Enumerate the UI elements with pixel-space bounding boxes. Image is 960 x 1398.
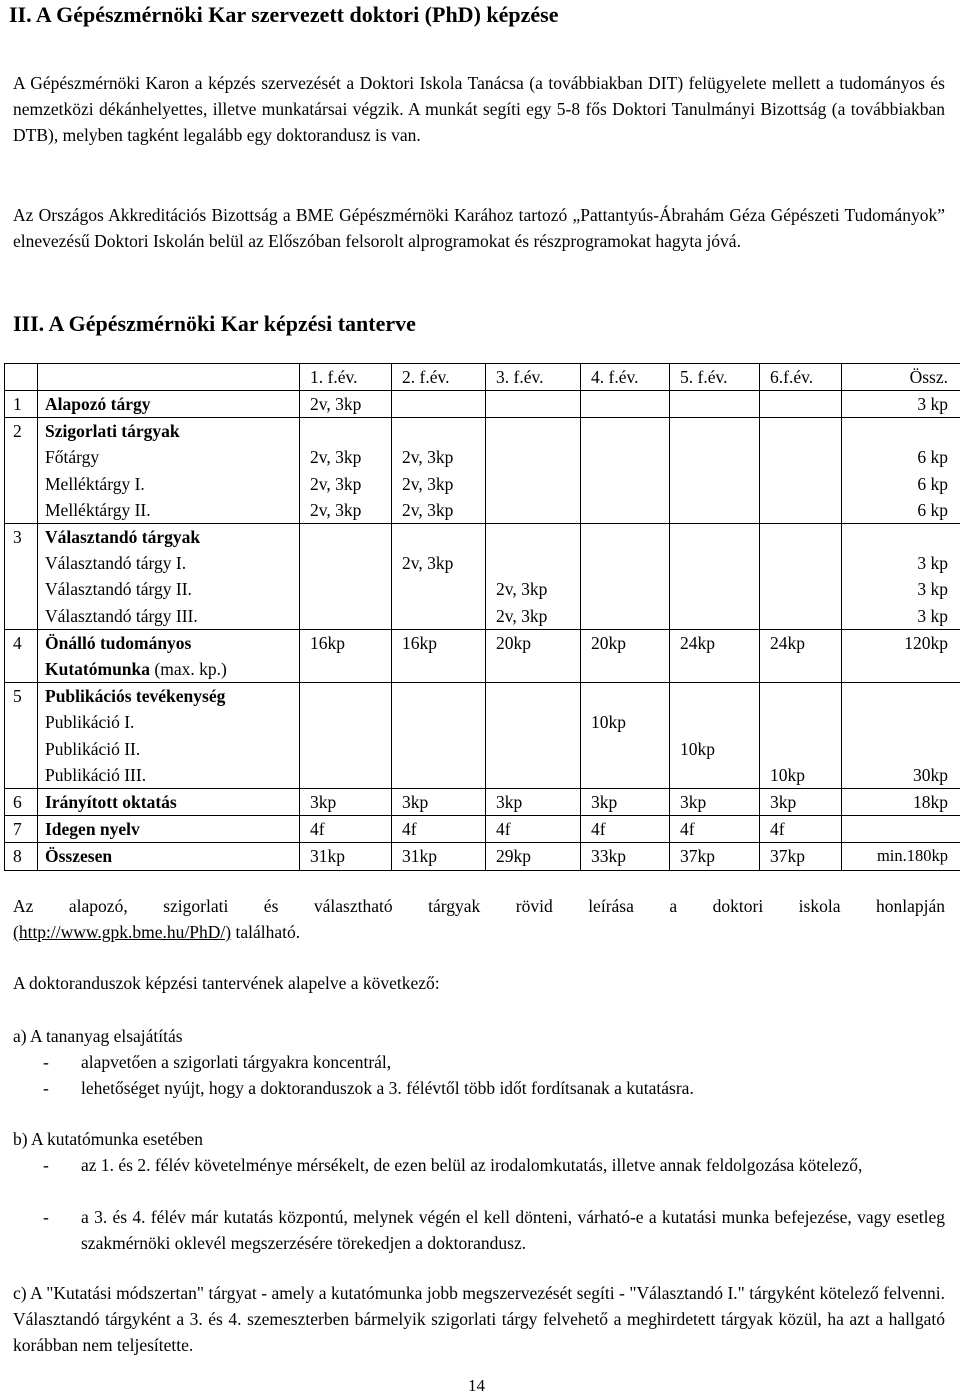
table-cell: [581, 576, 670, 602]
row-label: [38, 576, 300, 602]
table-cell: [670, 524, 760, 551]
row-number: [5, 656, 38, 683]
row-label: [38, 683, 300, 710]
table-cell: 4f: [392, 816, 486, 843]
table-cell: [486, 471, 581, 497]
row-label-text: Publikációs tevékenység: [45, 686, 225, 706]
table-cell: [760, 391, 842, 418]
row-number: 4: [5, 629, 38, 656]
section-2-paragraph-2: Az Országos Akkreditációs Bizottság a BME Gépészmérnöki Karához tartozó „Pattantyús-Ábrahám Géza Gépészeti Tudományok” elnevezésű Doktori Iskolán belül az Előszóban felsorolt alprogramokat és részprogramokat hagyta jóvá.: [13, 202, 945, 254]
row-label-text: Önálló tudományos: [45, 633, 191, 653]
table-cell: [300, 603, 392, 630]
table-cell: 30kp: [842, 762, 960, 789]
header-empty-cell: [5, 364, 38, 391]
row-label: [38, 629, 300, 656]
course-description-tail: található.: [231, 922, 300, 942]
table-cell: min.180kp: [842, 843, 960, 870]
table-cell: 2v, 3kp: [300, 444, 392, 470]
table-cell: [760, 471, 842, 497]
table-row: [5, 736, 960, 762]
table-row: [5, 497, 960, 524]
table-cell: [670, 576, 760, 602]
table-header-cell: 4. f.év.: [581, 364, 670, 391]
table-cell: 10kp: [760, 762, 842, 789]
table-cell: [486, 683, 581, 710]
table-cell: 4f: [300, 816, 392, 843]
table-cell: 20kp: [486, 629, 581, 656]
table-cell: [670, 683, 760, 710]
row-number: [5, 471, 38, 497]
table-cell: [486, 444, 581, 470]
table-cell: [842, 524, 960, 551]
section-c-paragraph: c) A "Kutatási módszertan" tárgyat - amely a kutatómunka jobb megszervezését segíti - "Választandó I." tárgyként kötelező felvenni. Választandó tárgyként a 3. és 4. szemeszterben bármelyik szigorlati tárgy felvehető a meghirdetett tárgyak közül, ha azt a hallgató korábban nem teljesítette.: [13, 1280, 945, 1358]
curriculum-table: [4, 363, 960, 871]
table-cell: [392, 603, 486, 630]
row-number: [5, 709, 38, 735]
table-row: [5, 603, 960, 630]
header-empty-cell: [38, 364, 300, 391]
table-cell: [300, 656, 392, 683]
phd-homepage-link[interactable]: (http://www.gpk.bme.hu/PhD/): [13, 922, 231, 942]
table-cell: [300, 418, 392, 445]
row-label-text: Választandó tárgy III.: [45, 606, 198, 626]
table-cell: 6 kp: [842, 497, 960, 524]
table-cell: [581, 524, 670, 551]
table-cell: 3kp: [300, 789, 392, 816]
table-cell: [581, 418, 670, 445]
table-cell: [760, 576, 842, 602]
table-row: [5, 789, 960, 816]
row-label-suffix: (max. kp.): [154, 659, 226, 679]
table-cell: [581, 603, 670, 630]
table-cell: [486, 762, 581, 789]
row-label: [38, 471, 300, 497]
table-cell: 16kp: [300, 629, 392, 656]
row-number: [5, 550, 38, 576]
row-number: [5, 762, 38, 789]
list-dash: -: [43, 1152, 49, 1178]
row-label: [38, 816, 300, 843]
table-cell: [670, 391, 760, 418]
table-cell: [760, 736, 842, 762]
row-number: 1: [5, 391, 38, 418]
row-label: [38, 709, 300, 735]
row-number: [5, 497, 38, 524]
table-header-cell: 6.f.év.: [760, 364, 842, 391]
table-row: [5, 418, 960, 445]
table-cell: 2v, 3kp: [486, 576, 581, 602]
table-cell: [670, 418, 760, 445]
table-cell: [670, 603, 760, 630]
row-number: 7: [5, 816, 38, 843]
table-cell: 2v, 3kp: [392, 497, 486, 524]
table-cell: [486, 497, 581, 524]
course-description-text: Az alapozó, szigorlati és választható tárgyak rövid leírása a doktori iskola honlapján: [13, 896, 945, 916]
row-label-text: Kutatómunka: [45, 659, 150, 679]
table-cell: [581, 736, 670, 762]
list-dash: -: [43, 1075, 49, 1101]
table-cell: 10kp: [670, 736, 760, 762]
table-row: [5, 524, 960, 551]
table-cell: [760, 418, 842, 445]
section-2-title: II. A Gépészmérnöki Kar szervezett doktori (PhD) képzése: [9, 0, 558, 30]
table-cell: [392, 391, 486, 418]
row-label: [38, 603, 300, 630]
row-label: [38, 550, 300, 576]
table-cell: [581, 497, 670, 524]
table-cell: [486, 524, 581, 551]
row-label-text: Választandó tárgyak: [45, 527, 200, 547]
table-cell: 37kp: [670, 843, 760, 870]
table-cell: [842, 709, 960, 735]
table-cell: 37kp: [760, 843, 842, 870]
table-header-cell: 1. f.év.: [300, 364, 392, 391]
course-description-paragraph: [13, 893, 945, 919]
table-cell: 24kp: [760, 629, 842, 656]
table-cell: 2v, 3kp: [300, 391, 392, 418]
table-cell: [300, 762, 392, 789]
row-label-text: Melléktárgy II.: [45, 500, 151, 520]
row-label: [38, 736, 300, 762]
table-cell: 3 kp: [842, 603, 960, 630]
row-number: 5: [5, 683, 38, 710]
table-cell: 2v, 3kp: [486, 603, 581, 630]
table-cell: [760, 656, 842, 683]
row-label-text: Szigorlati tárgyak: [45, 421, 180, 441]
table-cell: 18kp: [842, 789, 960, 816]
table-cell: [760, 709, 842, 735]
table-cell: [392, 762, 486, 789]
table-cell: [300, 736, 392, 762]
section-b-item-1: az 1. és 2. félév követelménye mérsékelt, de ezen belül az irodalomkutatás, illetve annak feldolgozása kötelező,: [81, 1152, 945, 1178]
table-cell: 4f: [486, 816, 581, 843]
table-cell: [392, 656, 486, 683]
table-cell: 120kp: [842, 629, 960, 656]
row-number: 2: [5, 418, 38, 445]
table-cell: 2v, 3kp: [392, 444, 486, 470]
course-description-link-line: [13, 919, 300, 945]
table-cell: 3kp: [486, 789, 581, 816]
table-cell: [300, 550, 392, 576]
table-cell: 2v, 3kp: [392, 471, 486, 497]
table-cell: 29kp: [486, 843, 581, 870]
row-number: [5, 736, 38, 762]
table-cell: 20kp: [581, 629, 670, 656]
section-a-item-2: lehetőséget nyújt, hogy a doktoranduszok a 3. félévtől több időt fordítsanak a kutatásra.: [81, 1075, 945, 1101]
table-cell: [842, 418, 960, 445]
row-label-text: Publikáció III.: [45, 765, 146, 785]
row-number: [5, 576, 38, 602]
table-row: [5, 709, 960, 735]
table-cell: [581, 391, 670, 418]
table-row: [5, 762, 960, 789]
table-cell: 2v, 3kp: [300, 497, 392, 524]
table-cell: [486, 736, 581, 762]
table-cell: [581, 444, 670, 470]
table-cell: [760, 497, 842, 524]
table-cell: [760, 603, 842, 630]
table-cell: [842, 816, 960, 843]
table-header-cell: 3. f.év.: [486, 364, 581, 391]
table-cell: 3kp: [392, 789, 486, 816]
table-cell: [670, 497, 760, 524]
section-a-item-1: alapvetően a szigorlati tárgyakra koncentrál,: [81, 1049, 945, 1075]
table-cell: 24kp: [670, 629, 760, 656]
table-cell: [670, 656, 760, 683]
table-cell: [760, 683, 842, 710]
table-cell: 31kp: [300, 843, 392, 870]
table-cell: 4f: [581, 816, 670, 843]
row-label: [38, 524, 300, 551]
row-label: [38, 418, 300, 445]
row-number: 8: [5, 843, 38, 870]
table-cell: [486, 391, 581, 418]
table-cell: 3 kp: [842, 550, 960, 576]
list-dash: -: [43, 1204, 49, 1230]
row-label: [38, 444, 300, 470]
table-cell: 2v, 3kp: [300, 471, 392, 497]
page-number: 14: [468, 1374, 485, 1398]
principle-intro: A doktoranduszok képzési tantervének alapelve a következő:: [13, 970, 440, 996]
row-label: [38, 762, 300, 789]
table-cell: [392, 736, 486, 762]
row-label-text: Melléktárgy I.: [45, 474, 145, 494]
table-row: [5, 816, 960, 843]
row-label-text: Választandó tárgy II.: [45, 579, 192, 599]
table-cell: [842, 683, 960, 710]
table-cell: [581, 656, 670, 683]
row-label-text: Alapozó tárgy: [45, 394, 150, 414]
row-label: [38, 391, 300, 418]
table-cell: [581, 762, 670, 789]
table-cell: 6 kp: [842, 444, 960, 470]
table-cell: [300, 709, 392, 735]
table-cell: [300, 524, 392, 551]
table-cell: [670, 444, 760, 470]
table-cell: 10kp: [581, 709, 670, 735]
table-cell: [760, 550, 842, 576]
table-cell: [581, 683, 670, 710]
section-3-title: III. A Gépészmérnöki Kar képzési tanterve: [13, 309, 416, 339]
table-cell: [670, 550, 760, 576]
table-header-cell: 2. f.év.: [392, 364, 486, 391]
table-cell: [392, 709, 486, 735]
table-cell: [581, 471, 670, 497]
table-cell: 3kp: [670, 789, 760, 816]
row-label-text: Összesen: [45, 846, 112, 866]
table-cell: [581, 550, 670, 576]
table-cell: [486, 418, 581, 445]
row-label-text: Választandó tárgy I.: [45, 553, 186, 573]
row-label-text: Irányított oktatás: [45, 792, 177, 812]
row-label: [38, 497, 300, 524]
row-label-text: Publikáció I.: [45, 712, 134, 732]
row-label-text: Publikáció II.: [45, 739, 140, 759]
table-cell: [392, 524, 486, 551]
row-number: [5, 603, 38, 630]
row-label-text: Idegen nyelv: [45, 819, 140, 839]
table-cell: 3 kp: [842, 576, 960, 602]
table-row: [5, 444, 960, 470]
section-b-item-2: a 3. és 4. félév már kutatás központú, melynek végén el kell dönteni, várható-e a kutatási munka befejezése, vagy esetleg szakmérnöki oklevél megszerzésére törekedjen a doktorandusz.: [81, 1204, 945, 1256]
table-row: [5, 391, 960, 418]
table-row: [5, 471, 960, 497]
row-label-text: Főtárgy: [45, 447, 99, 467]
table-cell: [670, 471, 760, 497]
table-cell: [670, 762, 760, 789]
row-label: [38, 789, 300, 816]
table-cell: [670, 709, 760, 735]
table-row: [5, 843, 960, 870]
table-cell: [486, 550, 581, 576]
table-cell: [392, 683, 486, 710]
table-cell: 2v, 3kp: [392, 550, 486, 576]
table-header-row: [5, 364, 960, 391]
table-cell: 3 kp: [842, 391, 960, 418]
table-row: [5, 550, 960, 576]
table-cell: [842, 736, 960, 762]
table-cell: 4f: [760, 816, 842, 843]
table-cell: 16kp: [392, 629, 486, 656]
table-row: [5, 629, 960, 656]
table-cell: [760, 524, 842, 551]
table-row: [5, 683, 960, 710]
table-cell: [486, 656, 581, 683]
table-header-cell: Össz.: [842, 364, 960, 391]
table-row: [5, 576, 960, 602]
row-label: [38, 843, 300, 870]
table-cell: 31kp: [392, 843, 486, 870]
table-cell: 3kp: [760, 789, 842, 816]
table-row: [5, 656, 960, 683]
section-b-title: b) A kutatómunka esetében: [13, 1126, 203, 1152]
table-cell: 6 kp: [842, 471, 960, 497]
table-cell: 33kp: [581, 843, 670, 870]
table-cell: [842, 656, 960, 683]
table-cell: 4f: [670, 816, 760, 843]
table-cell: [760, 444, 842, 470]
row-label: [38, 656, 300, 683]
table-cell: [300, 683, 392, 710]
table-cell: [392, 418, 486, 445]
table-header-cell: 5. f.év.: [670, 364, 760, 391]
row-number: [5, 444, 38, 470]
table-cell: [300, 576, 392, 602]
table-cell: [486, 709, 581, 735]
table-cell: [392, 576, 486, 602]
row-number: 6: [5, 789, 38, 816]
list-dash: -: [43, 1049, 49, 1075]
section-2-paragraph-1: A Gépészmérnöki Karon a képzés szervezését a Doktori Iskola Tanácsa (a továbbiakban DIT) felügyelete mellett a tudományos és nemzetközi dékánhelyettes, illetve munkatársai végzik. A munkát segíti egy 5-8 fős Doktori Tanulmányi Bizottság (a továbbiakban DTB), melyben tagként legalább egy doktorandusz is van.: [13, 70, 945, 148]
section-a-title: a) A tananyag elsajátítás: [13, 1023, 183, 1049]
row-number: 3: [5, 524, 38, 551]
table-cell: 3kp: [581, 789, 670, 816]
